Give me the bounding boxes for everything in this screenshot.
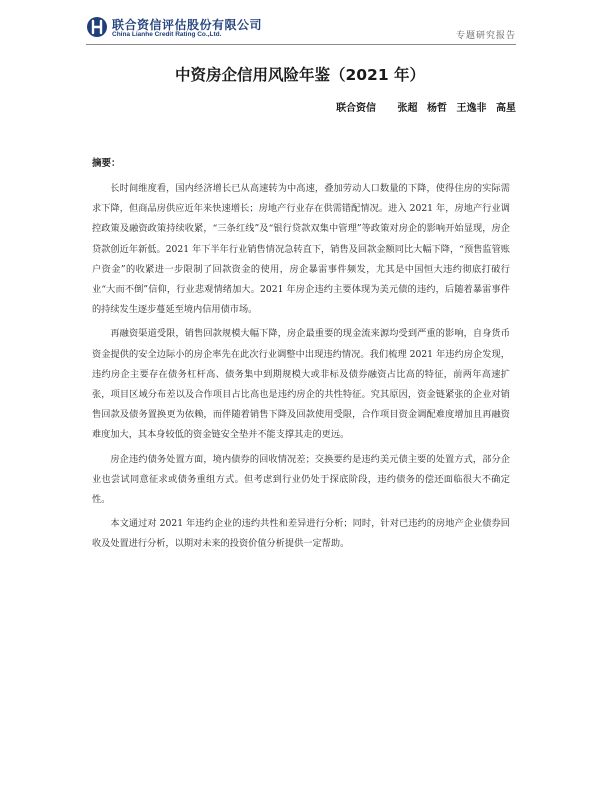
company-logo (86, 14, 326, 44)
abstract-paragraph: 本文通过对 2021 年违约企业的违约共性和差异进行分析；同时，针对已违约的房地产企业债券回收及处置进行分析，以期对未来的投资价值分析提供一定帮助。 (92, 518, 510, 550)
page-header (86, 14, 516, 44)
abstract-body (92, 179, 510, 559)
abstract-paragraph: 长时间维度看，国内经济增长已从高速转为中高速，叠加劳动人口数量的下降，使得住房的实际需求下降，但商品房供应近年来快速增长；房地产行业存在供需错配情况。进入 2021 年，房地产行业调控政策及融资政策持续收紧，“三条红线”及“银行贷款双集中管理”等政策对房企的影响开始显现，房企贷款创近年新低。2021 年下半年行业销售情况急转直下，销售及回款金额同比大幅下降，“预售监管账户资金”的收紧进一步限制了回款资金的使用，房企暴雷事件频发，尤其是中国恒大违约彻底打破行业“大而不倒”信仰，行业悲观情绪加大。2021 年房企违约主要体现为美元债的违约，后随着暴雷事件的持续发生逐步蔓延至境内信用债市场。 (92, 183, 510, 316)
page-title: 中资房企信用风险年鉴（2021 年） (174, 66, 426, 84)
author-name: 高星 (496, 103, 516, 114)
org-name-cn: 联合资信评估股份有限公司 (112, 18, 263, 32)
author-name: 张超 (397, 103, 418, 114)
report-type: 专题研究报告 (455, 31, 516, 41)
abstract-paragraph: 房企违约债务处置方面，境内债券的回收情况差；交换要约是违约美元债主要的处置方式，部分企业也尝试同意征求或债务重组方式。但考虑到行业仍处于探底阶段，违约债务的偿还面临很大不确定性。 (92, 453, 510, 506)
abstract-paragraph: 再融资渠道受限，销售回款规模大幅下降，房企最重要的现金流来源均受到严重的影响，自身货币资金提供的安全边际小的房企率先在此次行业调整中出现违约情况。我们梳理 2021 年违约房企发现，违约房企主要存在债务杠杆高、债务集中到期规模大或非标及债券融资占比高的特征，前两年高速扩张，项目区域分布差以及合作项目占比高也是违约房企的共性特征。究其原因，资金链紧张的企业对销售回款及债务置换更为依赖，而伴随着销售下降及回款使用受限，合作项目资金调配难度增加且再融资难度加大，其本身较低的资金链安全垫并不能支撑其走的更远。 (92, 328, 510, 441)
author-name: 王逸非 (456, 103, 487, 114)
author-name: 杨哲 (427, 103, 448, 114)
author-org: 联合资信 (336, 103, 377, 114)
abstract-label: 摘要： (92, 158, 121, 169)
org-name-en: China Lianhe Credit Rating Co.,Ltd. (112, 31, 222, 38)
author-line (336, 99, 516, 114)
header-divider (86, 44, 516, 45)
lianhe-logo-icon (86, 16, 108, 38)
